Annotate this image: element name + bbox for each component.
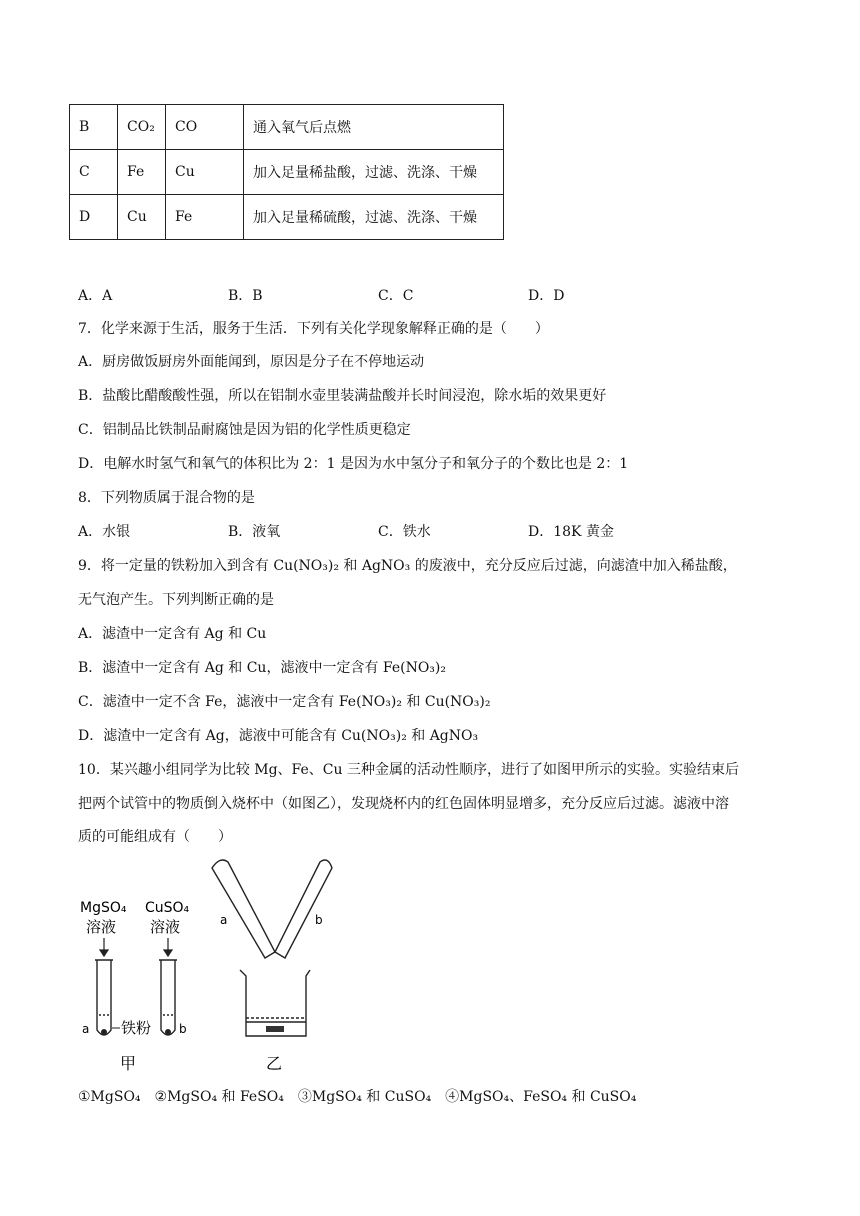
tilted-tube-b — [275, 860, 332, 958]
q9-option-b[interactable]: B．滤渣中一定含有 Ag 和 Cu，滤液中一定含有 Fe(NO₃)₂ — [78, 660, 446, 676]
caption-yi: 乙 — [266, 1054, 283, 1073]
q7-option-d[interactable]: D．电解水时氢气和氧气的体积比为 2：1 是因为水中氢分子和氧分子的个数比也是 2：1 — [78, 456, 629, 472]
q7-option-c[interactable]: C．铝制品比铁制品耐腐蚀是因为铝的化学性质更稳定 — [78, 422, 411, 438]
options-table — [69, 104, 504, 240]
tube-b-label: b — [179, 1022, 187, 1036]
solution-label-2: 溶液 — [150, 918, 181, 936]
row-label: D — [70, 195, 118, 240]
q8-choice-a[interactable]: A．水银 — [78, 524, 131, 540]
q10-stem-line3: 质的可能组成有（ ） — [78, 829, 232, 845]
q6-choice-c[interactable]: C．C — [378, 288, 414, 304]
q6-choice-a[interactable]: A．A — [78, 288, 113, 304]
q9-option-a[interactable]: A．滤渣中一定含有 Ag 和 Cu — [78, 626, 267, 642]
caption-jia: 甲 — [120, 1054, 137, 1073]
iron-powder-label: 铁粉 — [121, 1019, 152, 1037]
substance-cell: CO₂ — [118, 105, 166, 150]
impurity-cell: Fe — [166, 195, 244, 240]
q8-choice-c[interactable]: C．铁水 — [378, 524, 431, 540]
table-row — [70, 105, 504, 150]
arrow-down-icon — [100, 938, 108, 956]
method-cell: 加入足量稀盐酸，过滤、洗涤、干燥 — [244, 150, 504, 195]
q7-option-a[interactable]: A．厨房做饭厨房外面能闻到，原因是分子在不停地运动 — [78, 354, 425, 370]
q8-choice-d[interactable]: D．18K 黄金 — [528, 524, 614, 540]
row-label: B — [70, 105, 118, 150]
impurity-cell: Cu — [166, 150, 244, 195]
substance-cell: Cu — [118, 195, 166, 240]
q7-option-b[interactable]: B．盐酸比醋酸酸性强，所以在铝制水壶里装满盐酸并长时间浸泡，除水垢的效果更好 — [78, 388, 607, 404]
table-row — [70, 150, 504, 195]
mgso4-label: MgSO₄ — [80, 900, 127, 916]
test-tube-a — [95, 960, 113, 1035]
substance-cell: Fe — [118, 150, 166, 195]
q10-stem-line2: 把两个试管中的物质倒入烧杯中（如图乙），发现烧杯内的红色固体明显增多，充分反应后过滤。滤液中溶 — [78, 796, 729, 812]
q6-choice-b[interactable]: B．B — [228, 288, 263, 304]
experiment-figure — [70, 850, 370, 1080]
q10-stem-line1: 10．某兴趣小组同学为比较 Mg、Fe、Cu 三种金属的活动性顺序，进行了如图甲所示的实验。实验结束后 — [78, 762, 739, 778]
q6-choice-d[interactable]: D．D — [528, 288, 565, 304]
method-cell: 加入足量稀硫酸，过滤、洗涤、干燥 — [244, 195, 504, 240]
q8-stem: 8．下列物质属于混合物的是 — [78, 490, 255, 506]
q9-option-c[interactable]: C．滤渣中一定不含 Fe，滤液中一定含有 Fe(NO₃)₂ 和 Cu(NO₃)₂ — [78, 694, 491, 710]
q9-option-d[interactable]: D．滤渣中一定含有 Ag，滤液中可能含有 Cu(NO₃)₂ 和 AgNO₃ — [78, 728, 479, 744]
q9-stem-line2: 无气泡产生。下列判断正确的是 — [78, 592, 274, 608]
q8-choice-b[interactable]: B．液氧 — [228, 524, 281, 540]
q10-answer-choices: ①MgSO₄ ②MgSO₄ 和 FeSO₄ ③MgSO₄ 和 CuSO₄ ④MgSO₄、FeSO₄ 和 CuSO₄ — [78, 1089, 637, 1105]
impurity-cell: CO — [166, 105, 244, 150]
q9-stem-line1: 9．将一定量的铁粉加入到含有 Cu(NO₃)₂ 和 AgNO₃ 的废液中，充分反应后过滤，向滤渣中加入稀盐酸， — [78, 558, 737, 574]
tilted-tube-b-label: b — [315, 913, 323, 927]
table-row — [70, 195, 504, 240]
tilted-tube-a-label: a — [220, 913, 228, 927]
tilted-tube-a — [212, 860, 275, 958]
arrow-down-icon — [164, 938, 172, 956]
row-label: C — [70, 150, 118, 195]
q7-stem: 7．化学来源于生活，服务于生活．下列有关化学现象解释正确的是（ ） — [78, 321, 549, 337]
test-tube-b — [159, 960, 177, 1035]
tube-a-label: a — [82, 1022, 90, 1036]
cuso4-label: CuSO₄ — [145, 900, 190, 916]
method-cell: 通入氧气后点燃 — [244, 105, 504, 150]
solution-label-1: 溶液 — [86, 918, 117, 936]
